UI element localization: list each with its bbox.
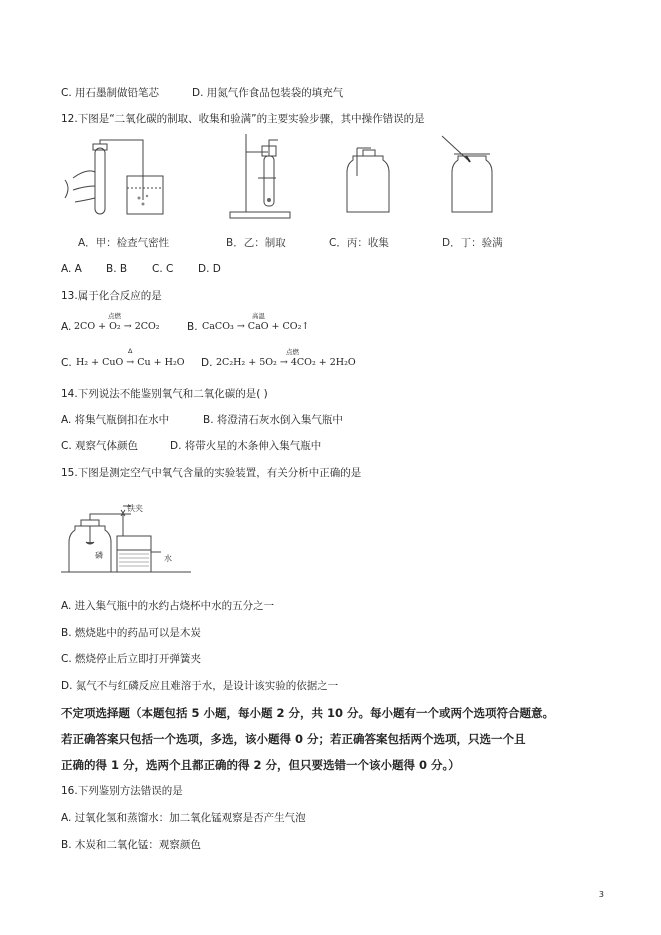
figure-jia-airtight-check: [65, 138, 175, 226]
section-instructions-line3: 正确的得 1 分，选两个且都正确的得 2 分，但只要选错一个该小题得 0 分。）: [61, 758, 460, 772]
q14-option-c: C. 观察气体颜色: [61, 440, 139, 452]
q12-stem: 12.下图是“二氧化碳的制取、收集和验满”的主要实验步骤，其中操作错误的是: [61, 113, 425, 125]
q16-option-a: A. 过氧化氢和蒸馏水：加二氧化锰观察是否产生气泡: [61, 812, 306, 824]
section-instructions-line2: 若正确答案只包括一个选项，多选，该小题得 0 分；若正确答案包括两个选项，只选一个且: [61, 732, 526, 746]
q11-option-c: C. 用石墨制做铅笔芯: [61, 87, 160, 99]
page-number: 3: [598, 890, 604, 899]
q14-option-d: D. 将带火星的木条伸入集气瓶中: [170, 440, 322, 452]
q11-option-d: D. 用氮气作食品包装袋的填充气: [192, 87, 344, 99]
q15-option-c: C. 燃烧停止后立即打开弹簧夹: [61, 653, 202, 665]
q12-option-a: A. A: [61, 263, 82, 275]
q14-option-a: A. 将集气瓶倒扣在水中: [61, 414, 170, 426]
q13-option-c-label: C.: [61, 357, 72, 369]
figure-yi-preparation: [226, 132, 296, 222]
q13-d-condition: 点燃: [286, 348, 299, 356]
q14-stem: 14.下列说法不能鉴别氧气和二氧化碳的是( ): [61, 388, 268, 400]
q12-option-b: B. B: [106, 263, 128, 275]
q12-caption-a: A．甲：检查气密性: [78, 237, 170, 249]
q13-option-a-equation: 2CO + O₂ → 2CO₂: [74, 321, 160, 332]
q13-option-a-label: A.: [61, 321, 72, 333]
q12-caption-d: D．丁：验满: [442, 237, 503, 249]
q16-stem: 16.下列鉴别方法错误的是: [61, 785, 183, 797]
q13-stem: 13.属于化合反应的是: [61, 290, 162, 302]
q13-c-condition: Δ: [128, 347, 133, 355]
q16-option-b: B. 木炭和二氧化锰：观察颜色: [61, 839, 201, 851]
q14-option-b: B. 将澄清石灰水倒入集气瓶中: [203, 414, 343, 426]
q13-option-b-equation: CaCO₃ → CaO + CO₂↑: [202, 321, 310, 332]
figure-oxygen-content-apparatus: [61, 502, 191, 580]
q12-option-c: C. C: [152, 263, 174, 275]
figure-label-phosphorus: 磷: [95, 551, 103, 560]
q15-stem: 15.下图是测定空气中氧气含量的实验装置，有关分析中正确的是: [61, 467, 362, 479]
q15-option-a: A. 进入集气瓶中的水约占烧杯中水的五分之一: [61, 600, 275, 612]
q13-option-b-label: B.: [187, 321, 198, 333]
section-instructions-line1: 不定项选择题（本题包括 5 小题，每小题 2 分，共 10 分。每小题有一个或两个选项符合题意。: [61, 706, 555, 720]
figure-label-water: 水: [164, 554, 172, 563]
q13-option-c-equation: H₂ + CuO → Cu + H₂O: [76, 357, 185, 368]
q12-option-d: D. D: [198, 263, 221, 275]
q12-caption-c: C．丙：收集: [329, 237, 389, 249]
q13-option-d-equation: 2C₂H₂ + 5O₂ → 4CO₂ + 2H₂O: [216, 357, 356, 368]
q15-option-d: D. 氮气不与红磷反应且难溶于水，是设计该实验的依据之一: [61, 680, 339, 692]
figure-ding-full-check: [440, 136, 500, 216]
q13-a-condition: 点燃: [108, 312, 121, 320]
q13-b-condition: 高温: [252, 312, 265, 320]
figure-bing-collection: [343, 142, 393, 214]
q13-option-d-label: D.: [201, 357, 213, 369]
q15-option-b: B. 燃烧匙中的药品可以是木炭: [61, 627, 201, 639]
q12-caption-b: B．乙：制取: [226, 237, 286, 249]
figure-label-clamp: 铁夹: [127, 504, 143, 513]
